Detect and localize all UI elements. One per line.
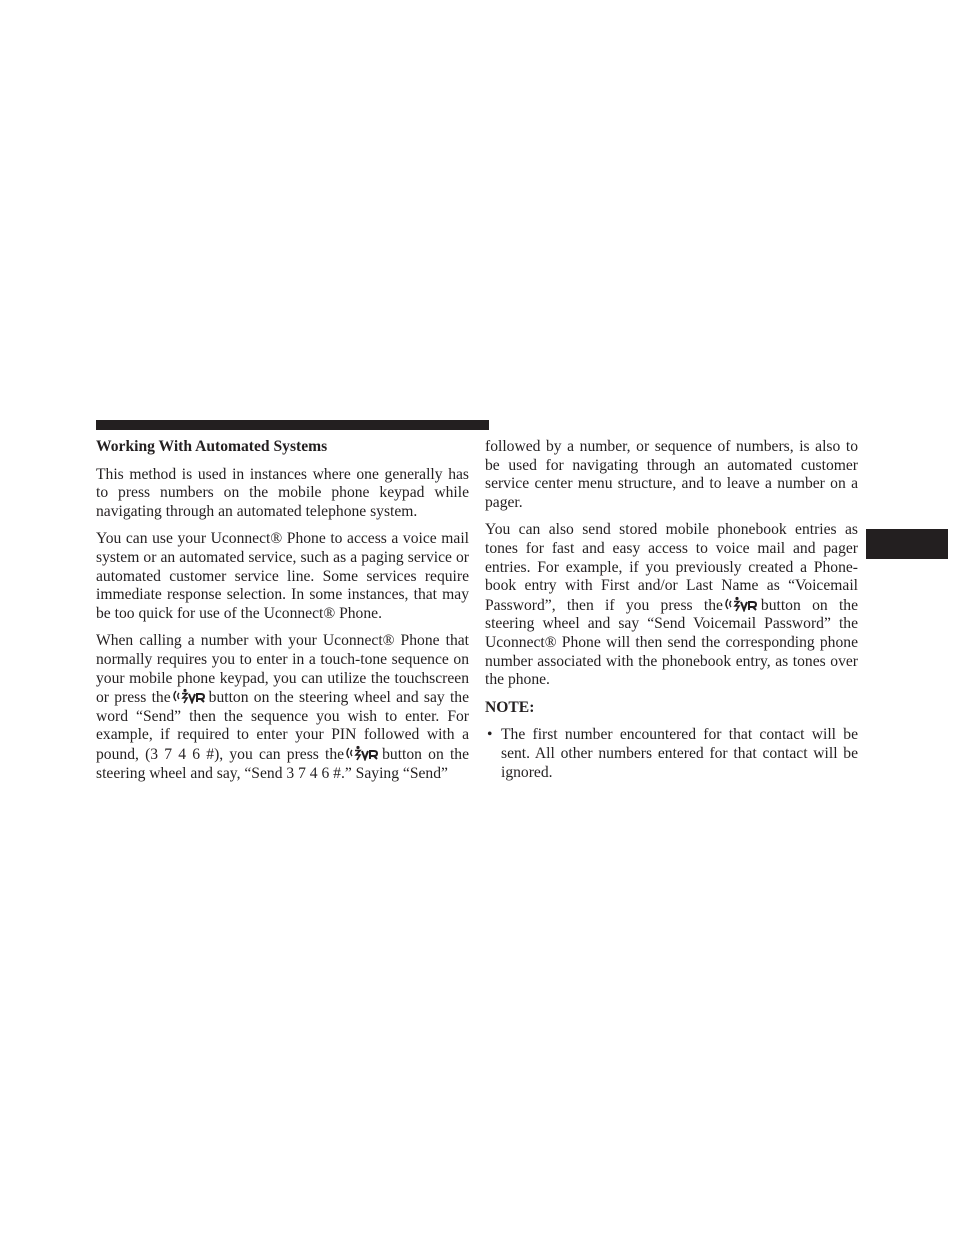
paragraph (96, 632, 469, 783)
vr-voice-command-icon (345, 745, 381, 761)
paragraph (485, 521, 858, 689)
text-span: button on the steering wheel and say “Send Voicemail Password” the Uconnect® Phone will then send the corresponding phone number associated with the phonebook entry, as tones over the phone. (485, 596, 859, 689)
section-heading: Working With Automated Systems (96, 438, 328, 455)
chapter-tab (866, 529, 948, 559)
text-span: button on the steering wheel and say the word “Send” then the sequence you wish to enter. For example, if required to enter your PIN followed with a pound, (3 7 4 6 #), you can press the (96, 689, 469, 763)
paragraph: followed by a number, or sequence of numbers, is also to be used for navigating through an automated customer service center menu structure, and to leave a number on a pager. (485, 438, 858, 511)
paragraph: You can use your Uconnect® Phone to access a voice mail system or an automated service, such as a paging service or automated customer service line. Some services require immediate response selection. In some instances, that may be too quick for use of the Uconnect® Phone. (96, 530, 469, 622)
paragraph: This method is used in instances where one generally has to press numbers on the mobile phone keypad while navigating through an automated telephone system. (96, 465, 469, 520)
note-label: NOTE: (485, 698, 535, 716)
section-rule (96, 420, 489, 430)
list-item-text: The first number encountered for that contact will be sent. All other numbers entered for that contact will be ignored. (501, 726, 858, 781)
list-item (485, 726, 858, 782)
text-span: You can also send stored mobile phonebook entries as tones for fast and easy access to voice mail and pager entries. For example, if you previously created a Phonebook entry with First and/or Last Name as “Voicemail Password”, then if you press the (485, 521, 858, 614)
text-span: When calling a number with your Uconnect® Phone that normally requires you to enter in a touch-tone sequence on your mobile phone keypad, you can utilize the touchscreen or press the (96, 632, 469, 707)
vr-voice-command-icon (172, 688, 208, 704)
bullet-mark: • (487, 726, 493, 744)
left-column (96, 438, 469, 792)
text-span: button on the steering wheel and say, “Send 3 7 4 6 #.” Saying “Send” (96, 745, 469, 782)
vr-voice-command-icon (724, 596, 760, 612)
right-column (485, 438, 858, 791)
